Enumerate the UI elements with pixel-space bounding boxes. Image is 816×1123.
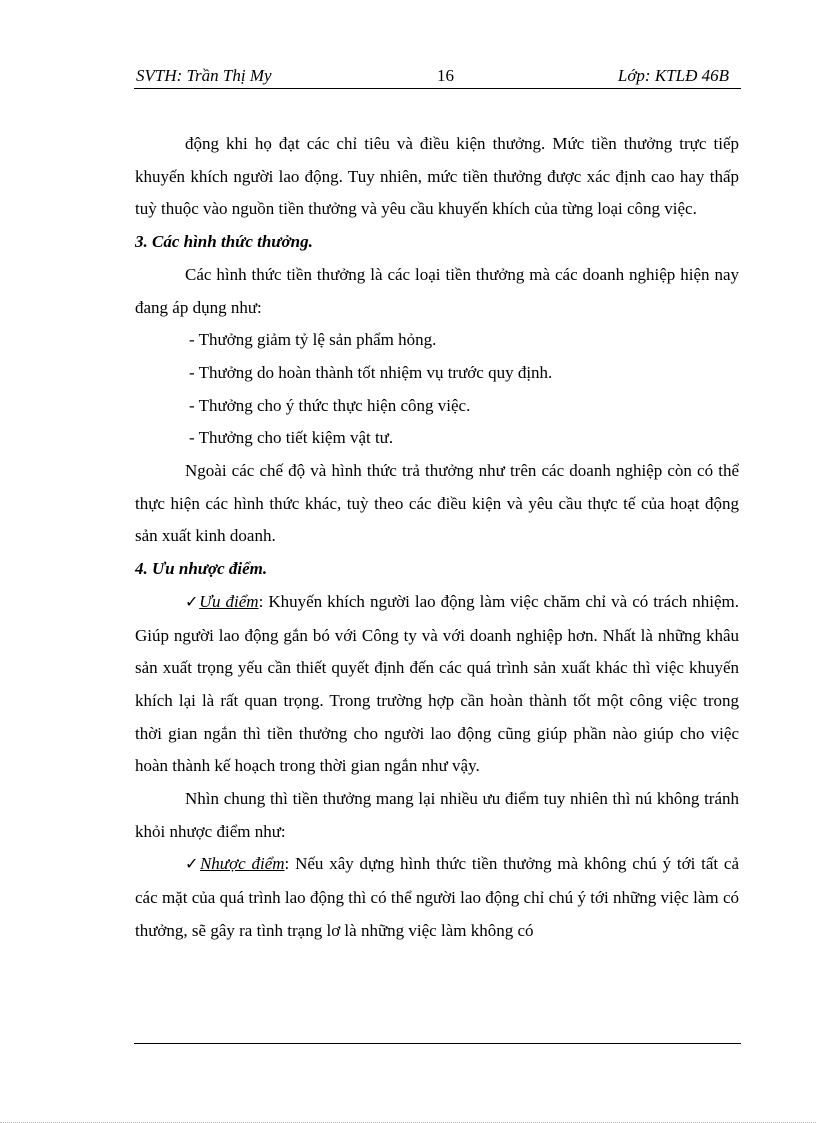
class-code: Lớp: KTLĐ 46B [617, 66, 729, 85]
page-header [134, 66, 741, 89]
disadvantages-label: Nhược điểm [199, 854, 285, 874]
list-item: - Thưởng giảm tỷ lệ sản phẩm hỏng. [189, 330, 437, 350]
list-item: - Thưởng cho tiết kiệm vật tư. [189, 428, 394, 448]
page-number: 16 [437, 66, 454, 85]
paragraph: Ngoài các chế độ và hình thức trả thưởng như trên các doanh nghiệp còn có thể thực hiện các hình thức khác, tuỳ theo các điều kiện và yêu cầu thực tế của hoạt động sản xuất kinh doanh. [135, 461, 739, 546]
advantages-label: Ưu điểm [199, 591, 259, 611]
student-name: SVTH: Trần Thị My [136, 66, 272, 85]
section-heading: 4. Ưu nhược điểm. [135, 559, 268, 579]
section-heading: 3. Các hình thức thưởng. [135, 232, 313, 252]
list-item: - Thưởng do hoàn thành tốt nhiệm vụ trước quy định. [189, 362, 553, 382]
disadvantages-paragraph [135, 848, 739, 947]
footer-rule [134, 1043, 741, 1044]
advantages-paragraph [135, 586, 739, 783]
document-body [135, 128, 739, 948]
list-item: - Thưởng cho ý thức thực hiện công việc. [189, 395, 471, 415]
paragraph: Nhìn chung thì tiền thưởng mang lại nhiều ưu điểm tuy nhiên thì nú không tránh khỏi nhược điểm như: [135, 789, 739, 841]
check-icon: ✓ [185, 856, 200, 874]
advantages-text: : Khuyến khích người lao động làm việc chăm chỉ và có trách nhiệm. Giúp người lao động gắn bó với Công ty và với doanh nghiệp hơn. Nhất là những khâu sản xuất trọng yếu cần thiết quyết định đến các quá trình sản xuất khác thì việc khuyến khích lại là rất quan trọng. Trong trường hợp cần hoàn thành tốt một công việc trong thời gian ngắn thì tiền thưởng cho người lao động cũng giúp phần nào giúp cho việc hoàn thành kế hoạch trong thời gian ngắn như vậy. [135, 591, 739, 776]
paragraph: động khi họ đạt các chỉ tiêu và điều kiện thưởng. Mức tiền thưởng trực tiếp khuyến khích người lao động. Tuy nhiên, mức tiền thưởng được xác định cao hay thấp tuỳ thuộc vào nguồn tiền thưởng và yêu cầu khuyến khích của từng loại công việc. [135, 134, 739, 219]
disadvantages-text: : Nếu xây dựng hình thức tiền thưởng mà không chú ý tới tất cả các mặt của quá trình lao động thì có thể người lao động chỉ chú ý tới những việc làm có thưởng, sẽ gây ra tình trạng lơ là những việc làm không có [135, 854, 740, 940]
paragraph: Các hình thức tiền thưởng là các loại tiền thưởng mà các doanh nghiệp hiện nay đang áp dụng như: [135, 264, 739, 317]
check-icon: ✓ [185, 593, 200, 611]
